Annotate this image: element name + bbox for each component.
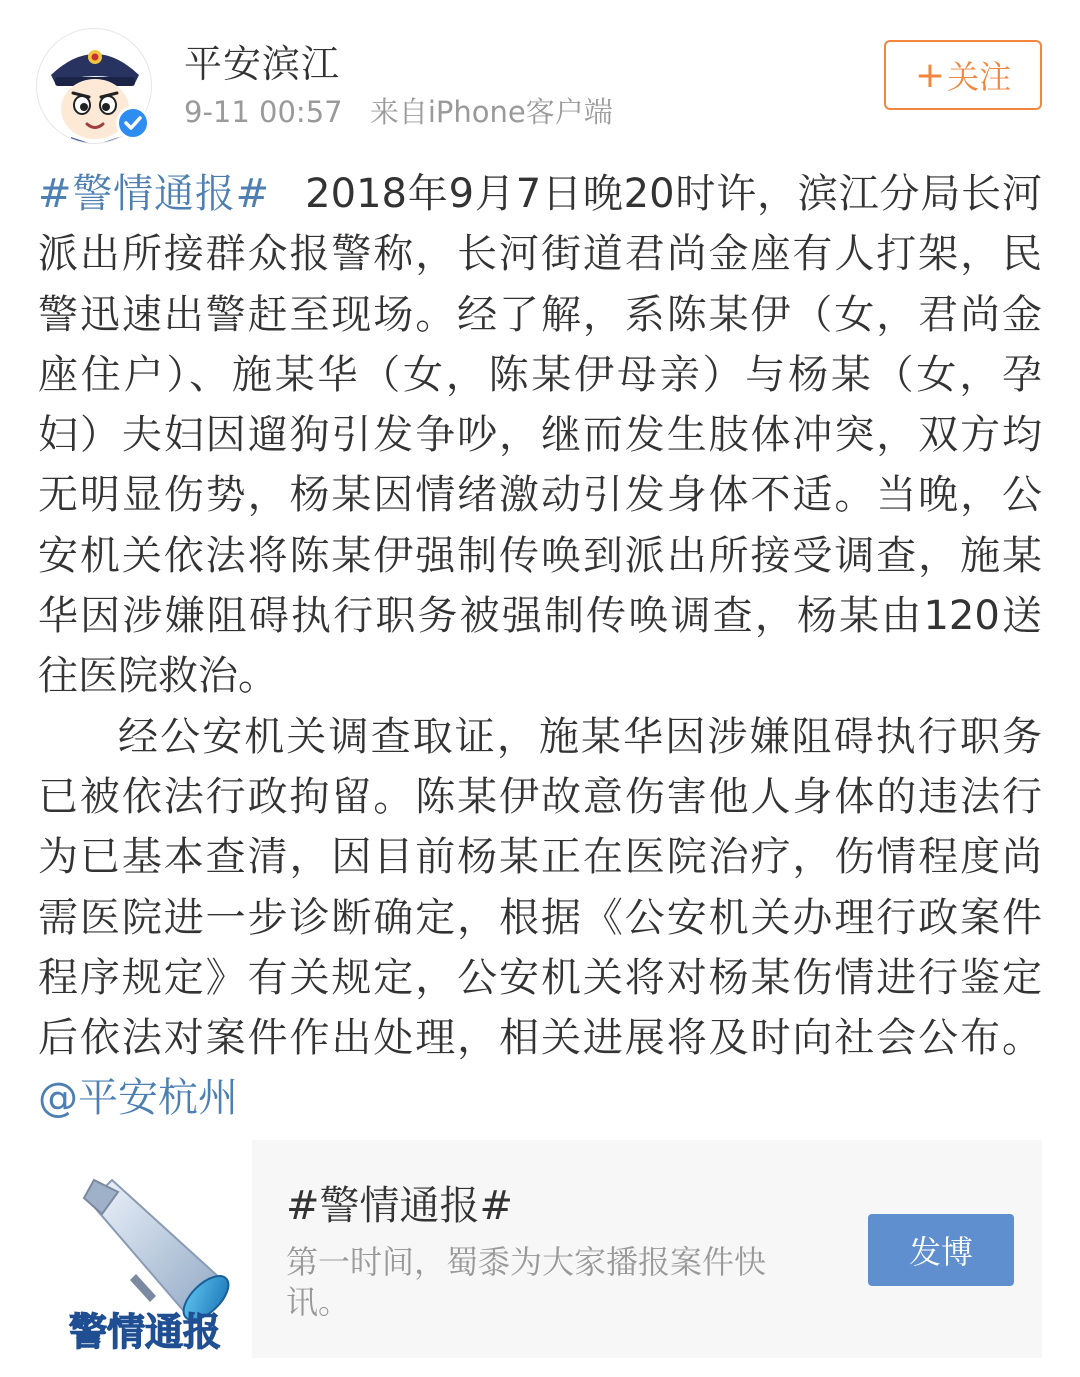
content-line: 后依法对案件作出处理，相关进展将及时向社会公布。	[38, 1015, 1042, 1062]
content-line: 经公安机关调查取证，施某华因涉嫌阻碍执行职务	[118, 713, 1042, 760]
mention-link[interactable]: @平安杭州	[38, 1075, 238, 1122]
card-title[interactable]: #警情通报#	[286, 1183, 514, 1229]
post-button[interactable]: 发博	[868, 1214, 1014, 1286]
post-source: 来自iPhone客户端	[369, 95, 613, 129]
post-content	[38, 164, 1042, 1129]
thumb-text: 警情通报	[68, 1310, 222, 1354]
content-line: 需医院进一步诊断确定，根据《公安机关办理行政案件	[38, 894, 1042, 941]
content-line	[38, 164, 1042, 224]
avatar[interactable]	[36, 28, 152, 144]
content-line: 派出所接群众报警称，长河街道君尚金座有人打架，民	[38, 231, 1042, 278]
post-time: 9-11 00:57	[184, 95, 343, 129]
topic-link[interactable]: #警情通报#	[38, 171, 270, 217]
card-description: 第一时间，蜀黍为大家播报案件快讯。	[286, 1243, 767, 1321]
content-line: 无明显伤势，杨某因情绪激动引发身体不适。当晚，公	[38, 472, 1042, 519]
content-line: 座住户）、施某华（女，陈某伊母亲）与杨某（女，孕	[38, 351, 1042, 398]
post-meta	[184, 92, 613, 132]
content-line: 妇）夫妇因遛狗引发争吵，继而发生肢体冲突，双方均	[38, 412, 1042, 459]
follow-label: 关注	[947, 58, 1012, 96]
megaphone-icon	[38, 1140, 252, 1358]
follow-button[interactable]	[884, 40, 1042, 110]
plus-icon: +	[914, 54, 946, 96]
content-line: 安机关依法将陈某伊强制传唤到派出所接受调查，施某	[38, 532, 1042, 579]
verified-badge-icon	[116, 106, 150, 140]
content-line: 程序规定》有关规定，公安机关将对杨某伤情进行鉴定	[38, 954, 1042, 1001]
content-line	[38, 1068, 1042, 1128]
user-name[interactable]: 平安滨江	[184, 42, 341, 86]
content-text: 2018年9月7日晚20时许，滨江分局长河	[305, 171, 1043, 217]
content-line: 华因涉嫌阻碍执行职务被强制传唤调查，杨某由120送	[38, 593, 1042, 640]
content-line: 警迅速出警赶至现场。经了解，系陈某伊（女，君尚金	[38, 291, 1042, 338]
post-header	[0, 0, 1080, 155]
topic-card[interactable]	[38, 1140, 1042, 1358]
content-line: 为已基本查清，因目前杨某正在医院治疗，伤情程度尚	[38, 834, 1042, 881]
content-line: 已被依法行政拘留。陈某伊故意伤害他人身体的违法行	[38, 773, 1042, 820]
content-line: 往医院救治。	[38, 653, 278, 700]
